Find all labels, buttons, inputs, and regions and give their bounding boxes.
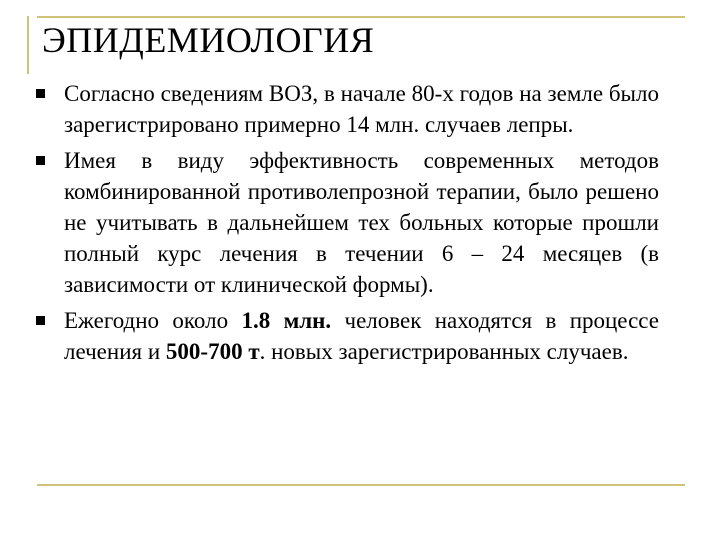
- bullet-bold-value: 500-700 т: [165, 339, 260, 364]
- bullet-item-who-statistics: [34, 78, 659, 140]
- bullet-item-annual-cases: [34, 305, 659, 367]
- left-decorative-rule: [27, 16, 29, 74]
- bullet-list: [34, 78, 659, 372]
- square-bullet-icon: [36, 89, 45, 98]
- bullet-text-part: . новых зарегистрированных случаев.: [259, 339, 629, 364]
- bullet-bold-value: 1.8 млн.: [241, 308, 332, 333]
- bullet-text-part: Ежегодно около: [64, 308, 242, 333]
- square-bullet-icon: [36, 156, 45, 165]
- bullet-text: Согласно сведениям ВОЗ, в начале 80-х годов на земле было зарегистрировано примерно 14 млн. случаев лепры.: [64, 81, 659, 137]
- bottom-decorative-rule: [37, 484, 685, 486]
- square-bullet-icon: [36, 316, 45, 325]
- bullet-text: Имея в виду эффективность современных методов комбинированной противолепрозной терапии, было решено не учитывать в дальнейшем тех больных которые прошли полный курс лечения в течении 6 – 24 месяцев (в зависимости от клинической формы).: [64, 148, 659, 297]
- bullet-item-therapy: [34, 145, 659, 300]
- bullet-text-part: человек находятся в процессе лечения и: [64, 308, 659, 364]
- slide-title: ЭПИДЕМИОЛОГИЯ: [42, 20, 375, 60]
